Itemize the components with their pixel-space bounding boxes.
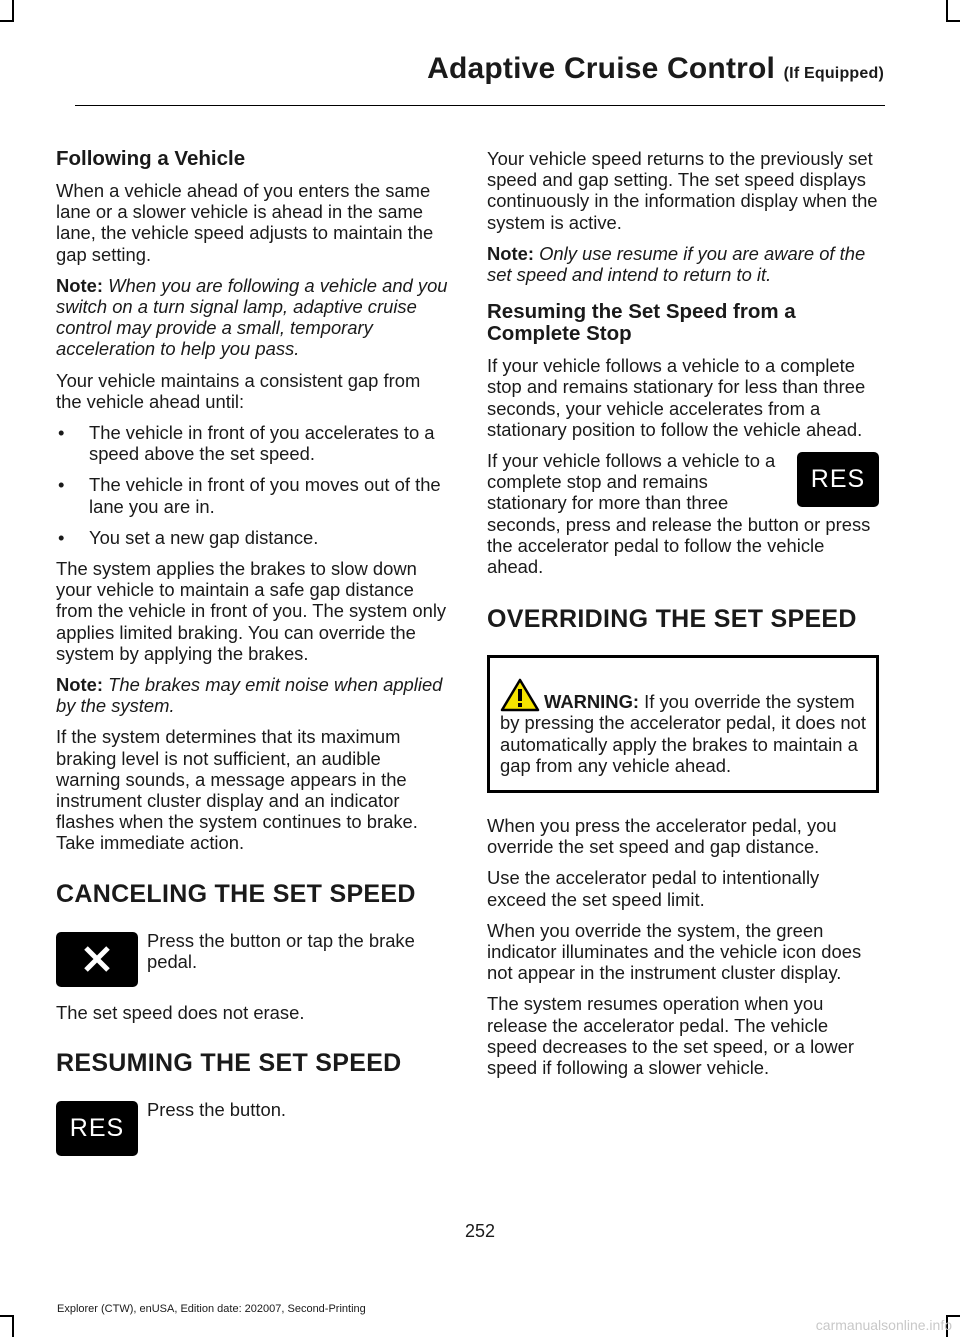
cancel-button-icon (56, 932, 138, 987)
following-paragraph: When a vehicle ahead of you enters the same lane or a slower vehicle is ahead in the same lane, the vehicle speed adjusts to maintain the gap setting. (56, 180, 434, 265)
right-column (487, 148, 879, 1088)
crop-mark (0, 20, 14, 22)
override-paragraph-3: When you override the system, the green indicator illuminates and the vehicle icon does not appear in the instrument cluster display. (487, 919, 862, 984)
header-divider (75, 105, 885, 106)
complete-stop-instruction (487, 450, 879, 577)
override-paragraph-4: The system resumes operation when you release the accelerator pedal. The vehicle speed decreases to the set speed, or a lower speed if following a slower vehicle. (487, 993, 855, 1079)
res-label: RES (69, 1113, 125, 1142)
list-item (56, 527, 448, 548)
crop-mark (12, 0, 14, 20)
warning-triangle-icon (500, 678, 540, 712)
page-number: 252 (464, 1221, 496, 1241)
list-item-text: The vehicle in front of you moves out of the lane you are in. (89, 474, 441, 517)
resume-instruction-row (56, 1099, 448, 1159)
complete-stop-heading: Resuming the Set Speed from a Complete Stop (487, 300, 796, 346)
crop-mark (12, 1317, 14, 1337)
resume-instruction: Press the button. (147, 1098, 287, 1120)
crop-mark (946, 0, 948, 20)
following-heading: Following a Vehicle (56, 147, 246, 170)
canceling-heading: CANCELING THE SET SPEED (56, 879, 416, 908)
crop-mark (0, 1315, 14, 1317)
note-text: The brakes may emit noise when applied by the system. (56, 674, 443, 717)
warning-text: If you override the system by pressing the accelerator pedal, it does not automatically apply the brakes to maintain a gap from any vehicle ahead. (500, 691, 866, 776)
note-label: Note: (56, 274, 103, 296)
left-column (56, 148, 448, 1171)
note-turn-signal (56, 275, 448, 360)
header-title-text: Adaptive Cruise Control (427, 52, 776, 85)
footer-edition: Explorer (CTW), enUSA, Edition date: 202007, Second-Printing (57, 1303, 366, 1315)
list-item-text: You set a new gap distance. (89, 526, 319, 548)
list-item (56, 422, 448, 464)
overriding-heading: OVERRIDING THE SET SPEED (487, 605, 857, 634)
note-resume (487, 243, 879, 285)
res-button-icon (797, 452, 879, 507)
note-brake-noise (56, 674, 448, 716)
warning-box (487, 655, 879, 793)
max-braking-paragraph: If the system determines that its maximum braking level is not sufficient, an audible warning sounds, a message appears in the instrument cluster display and an indicator flashes when the system continues to brake. Take immediate action. (56, 726, 418, 854)
watermark: carmanualsonline.info (815, 1317, 952, 1333)
header-title-suffix: (If Equipped) (783, 65, 884, 82)
bullet: • (58, 526, 65, 548)
list-item-text: The vehicle in front of you accelerates to a speed above the set speed. (89, 422, 435, 465)
override-paragraph-2: Use the accelerator pedal to intentionally exceed the set speed limit. (487, 867, 820, 910)
note-label: Note: (487, 242, 534, 264)
resuming-heading: RESUMING THE SET SPEED (56, 1048, 402, 1077)
crop-mark (946, 20, 960, 22)
cancel-after-text: The set speed does not erase. (56, 1001, 305, 1023)
warning-label: WARNING: (544, 691, 640, 713)
override-paragraph-1: When you press the accelerator pedal, you override the set speed and gap distance. (487, 815, 837, 858)
note-text: Only use resume if you are aware of the set speed and intend to return to it. (487, 242, 866, 286)
gap-intro: Your vehicle maintains a consistent gap from the vehicle ahead until: (56, 369, 421, 412)
brakes-paragraph: The system applies the brakes to slow down your vehicle to maintain a safe gap distance from the vehicle in front of you. The system only applies limited braking. You can override the system by applying the brakes. (56, 558, 447, 664)
res-label: RES (810, 465, 866, 494)
cancel-instruction: Press the button or tap the brake pedal. (147, 929, 415, 972)
cancel-instruction-row (56, 930, 448, 990)
bullet: • (58, 474, 65, 496)
complete-stop-instruction-text: If your vehicle follows a vehicle to a complete stop and remains stationary for more than three seconds, press and release the button or press the accelerator pedal to follow the vehicle ahead. (487, 450, 871, 578)
note-text: When you are following a vehicle and you switch on a turn signal lamp, adaptive cruise control may provide a small, temporary acceleration to help you pass. (56, 274, 448, 360)
page-header-title (427, 52, 884, 86)
resume-paragraph: Your vehicle speed returns to the previously set speed and gap setting. The set speed displays continuously in the information display when the system is active. (487, 148, 878, 233)
x-icon (82, 944, 112, 974)
complete-stop-paragraph: If your vehicle follows a vehicle to a complete stop and remains stationary for less than three seconds, your vehicle accelerates from a stationary position to follow the vehicle ahead. (487, 355, 866, 440)
list-item (56, 474, 448, 516)
gap-conditions-list (56, 422, 448, 548)
res-button-icon (56, 1101, 138, 1156)
note-label: Note: (56, 674, 103, 696)
bullet: • (58, 422, 65, 444)
